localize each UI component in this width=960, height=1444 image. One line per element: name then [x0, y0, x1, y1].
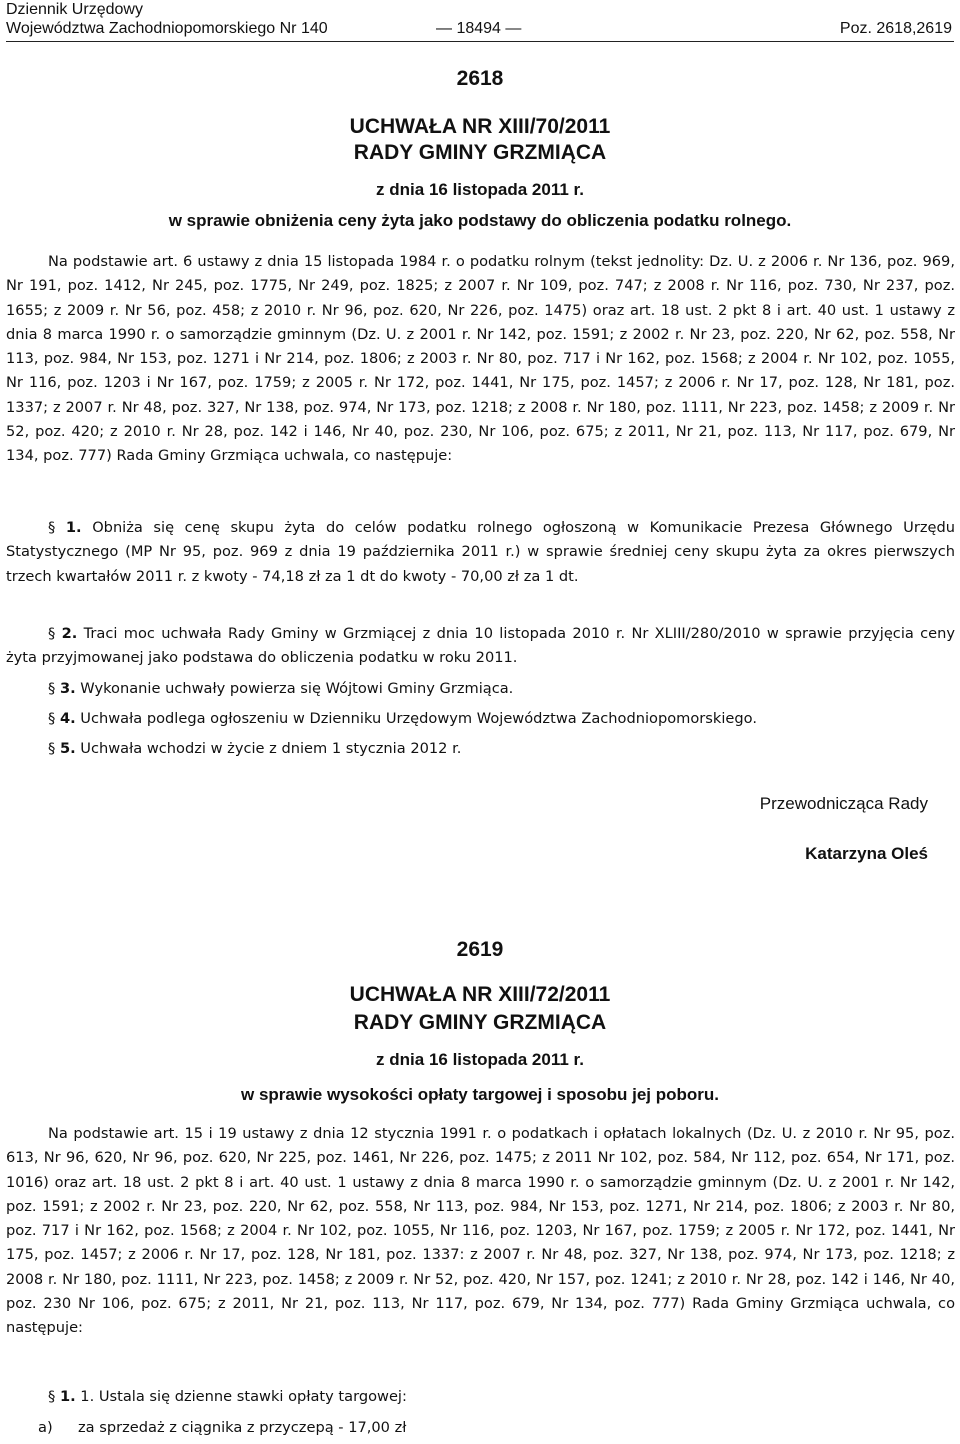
doc1-title: UCHWAŁA NR XIII/70/2011	[349, 115, 611, 138]
doc1-section-3	[6, 677, 955, 701]
section-label: 1.	[65, 519, 82, 536]
doc1-section-1	[6, 516, 955, 589]
doc1-section-4	[6, 707, 955, 731]
section-symbol: §	[48, 519, 56, 536]
signatory-name: Katarzyna Oleś	[805, 844, 928, 863]
section-text: Wykonanie uchwały powierza się Wójtowi Gminy Grzmiąca.	[80, 680, 514, 697]
section-symbol: §	[48, 1388, 56, 1405]
journal-name: Dziennik Urzędowy	[6, 1, 143, 18]
section-text: Uchwała podlega ogłoszeniu w Dzienniku Urzędowym Województwa Zachodniopomorskiego.	[80, 710, 757, 727]
section-label: 1.	[59, 1388, 76, 1405]
section-text: Traci moc uchwała Rady Gminy w Grzmiącej z dnia 10 listopada 2010 r. Nr XLIII/280/2010 w sprawie przyjęcia ceny żyta przyjmowanej jako podstawa do obliczenia podatku w roku 2011.	[6, 625, 956, 667]
section-label: 2.	[61, 625, 78, 642]
doc2-preamble: Na podstawie art. 15 i 19 ustawy z dnia 12 stycznia 1991 r. o podatkach i opłatach lokalnych (Dz. U. z 2010 r. Nr 95, poz. 613, Nr 96, 620, Nr 96, poz. 620, Nr 225, poz. 1461, Nr 226, poz. 1475; z 2011 Nr 102, poz. 584, Nr 112, poz. 654, Nr 171, poz. 1016) oraz art. 18 ust. 2 pkt 8 i art. 40 ust. 1 ustawy z dnia 8 marca 1990 r. o samorządzie gminnym (Dz. U. z 2001 r. Nr 142, poz. 1591; z 2002 r. Nr 23, poz. 220, Nr 62, poz. 558, Nr 113, poz. 984, Nr 153, poz. 1271, Nr 214, poz. 1806; z 2003 r. Nr 80, poz. 717 i Nr 162, poz. 1568; z 2004 r. Nr 102, poz. 1055, Nr 116, poz. 1203, Nr 167, poz. 1759; z 2005 r. Nr 172, poz. 1441, Nr 175, poz. 1457; z 2006 r. Nr 17, poz. 128, Nr 181, poz. 1337: z 2007 r. Nr 48, poz. 327, Nr 138, poz. 974, Nr 173, poz. 1218; z 2008 r. Nr 180, poz. 1111, Nr 223, poz. 1458; z 2009 r. Nr 52, poz. 420, Nr 157, poz. 1241; z 2010 r. Nr 28, poz. 142 i 146, Nr 40, poz. 230 Nr 106, poz. 675; z 2011, Nr 21, poz. 113, Nr 117, poz. 679, Nr 134, poz. 777) Rada Gminy Grzmiąca uchwala, co następuje:	[6, 1125, 955, 1337]
doc1-council: RADY GMINY GRZMIĄCA	[353, 141, 607, 164]
doc2-date: z dnia 16 listopada 2011 r.	[376, 1050, 584, 1069]
section-text: Obniża się cenę skupu żyta do celów podatku rolnego ogłoszoną w Komunikacie Prezesa Głównego Urzędu Statystycznego (MP Nr 95, poz. 969 z dnia 19 października 2011 r.) w sprawie średniej ceny skupu żyta za okres pierwszych trzech kwartałów 2011 r. z kwoty - 74,18 zł za 1 dt do kwoty - 70,00 zł za 1 dt.	[6, 519, 956, 585]
doc2-section-1	[6, 1385, 955, 1409]
doc1-number: 2618	[456, 67, 504, 90]
doc2-number: 2619	[456, 938, 504, 961]
section-label: 5.	[59, 740, 76, 757]
section-label: 3.	[59, 680, 76, 697]
doc2-title: UCHWAŁA NR XIII/72/2011	[349, 983, 611, 1006]
doc2-council: RADY GMINY GRZMIĄCA	[353, 1011, 607, 1034]
item-text: za sprzedaż z ciągnika z przyczepą - 17,00 zł	[78, 1419, 407, 1436]
running-header	[6, 0, 328, 38]
doc1-date: z dnia 16 listopada 2011 r.	[376, 180, 584, 199]
section-text: Uchwała wchodzi w życie z dniem 1 stycznia 2012 r.	[80, 740, 462, 757]
section-symbol: §	[48, 740, 56, 757]
section-symbol: §	[48, 680, 56, 697]
section-label: 4.	[59, 710, 76, 727]
header-divider	[6, 41, 954, 42]
section-text: 1. Ustala się dzienne stawki opłaty targowej:	[80, 1388, 407, 1405]
doc1-preamble: Na podstawie art. 6 ustawy z dnia 15 listopada 1984 r. o podatku rolnym (tekst jednolity: Dz. U. z 2006 r. Nr 136, poz. 969, Nr 191, poz. 1412, Nr 245, poz. 1775, Nr 249, poz. 1825; z 2007 r. Nr 109, poz. 747; z 2008 r. Nr 116, poz. 730, Nr 237, poz. 1655; z 2009 r. Nr 56, poz. 458; z 2010 r. Nr 96, poz. 620, Nr 226, poz. 1475) oraz art. 18 ust. 2 pkt 8 i art. 40 ust. 1 ustawy z dnia 8 marca 1990 r. o samorządzie gminnym (Dz. U. z 2001 r. Nr 142, poz. 1591; z 2002 r. Nr 23, poz. 220, Nr 62, poz. 558, Nr 113, poz. 984, Nr 153, poz. 1271 i Nr 214, poz. 1806; z 2003 r. Nr 80, poz. 717 i Nr 162, poz. 1568; z 2004 r. Nr 102, poz. 1055, Nr 116, poz. 1203 i Nr 167, poz. 1759; z 2005 r. Nr 172, poz. 1441, Nr 175, poz. 1457; z 2006 r. Nr 17, poz. 128, Nr 181, poz. 1337; z 2007 r. Nr 48, poz. 327, Nr 138, poz. 974, Nr 173, poz. 1218; z 2008 r. Nr 180, poz. 1111, Nr 223, poz. 1458; z 2009 r. Nr 52, poz. 420; z 2010 r. Nr 28, poz. 142 i 146, Nr 40, poz. 230, Nr 106, poz. 675; z 2011, Nr 21, poz. 113, Nr 117, poz. 679, Nr 134, poz. 777) Rada Gminy Grzmiąca uchwala, co następuje:	[6, 253, 955, 465]
doc1-section-5	[6, 737, 955, 761]
doc1-subject: w sprawie obniżenia ceny żyta jako podstawy do obliczenia podatku rolnego.	[168, 211, 792, 230]
doc2-item-a	[38, 1416, 960, 1440]
page-number: — 18494 —	[436, 20, 522, 37]
position-numbers: Poz. 2618,2619	[839, 20, 952, 37]
section-symbol: §	[48, 710, 56, 727]
doc1-section-2	[6, 622, 955, 671]
section-symbol: §	[48, 625, 56, 642]
journal-voivodeship: Województwa Zachodniopomorskiego Nr 140	[6, 20, 328, 37]
signatory-role: Przewodnicząca Rady	[759, 794, 928, 813]
item-label: a)	[38, 1419, 53, 1436]
doc2-subject: w sprawie wysokości opłaty targowej i sposobu jej poboru.	[241, 1085, 719, 1104]
